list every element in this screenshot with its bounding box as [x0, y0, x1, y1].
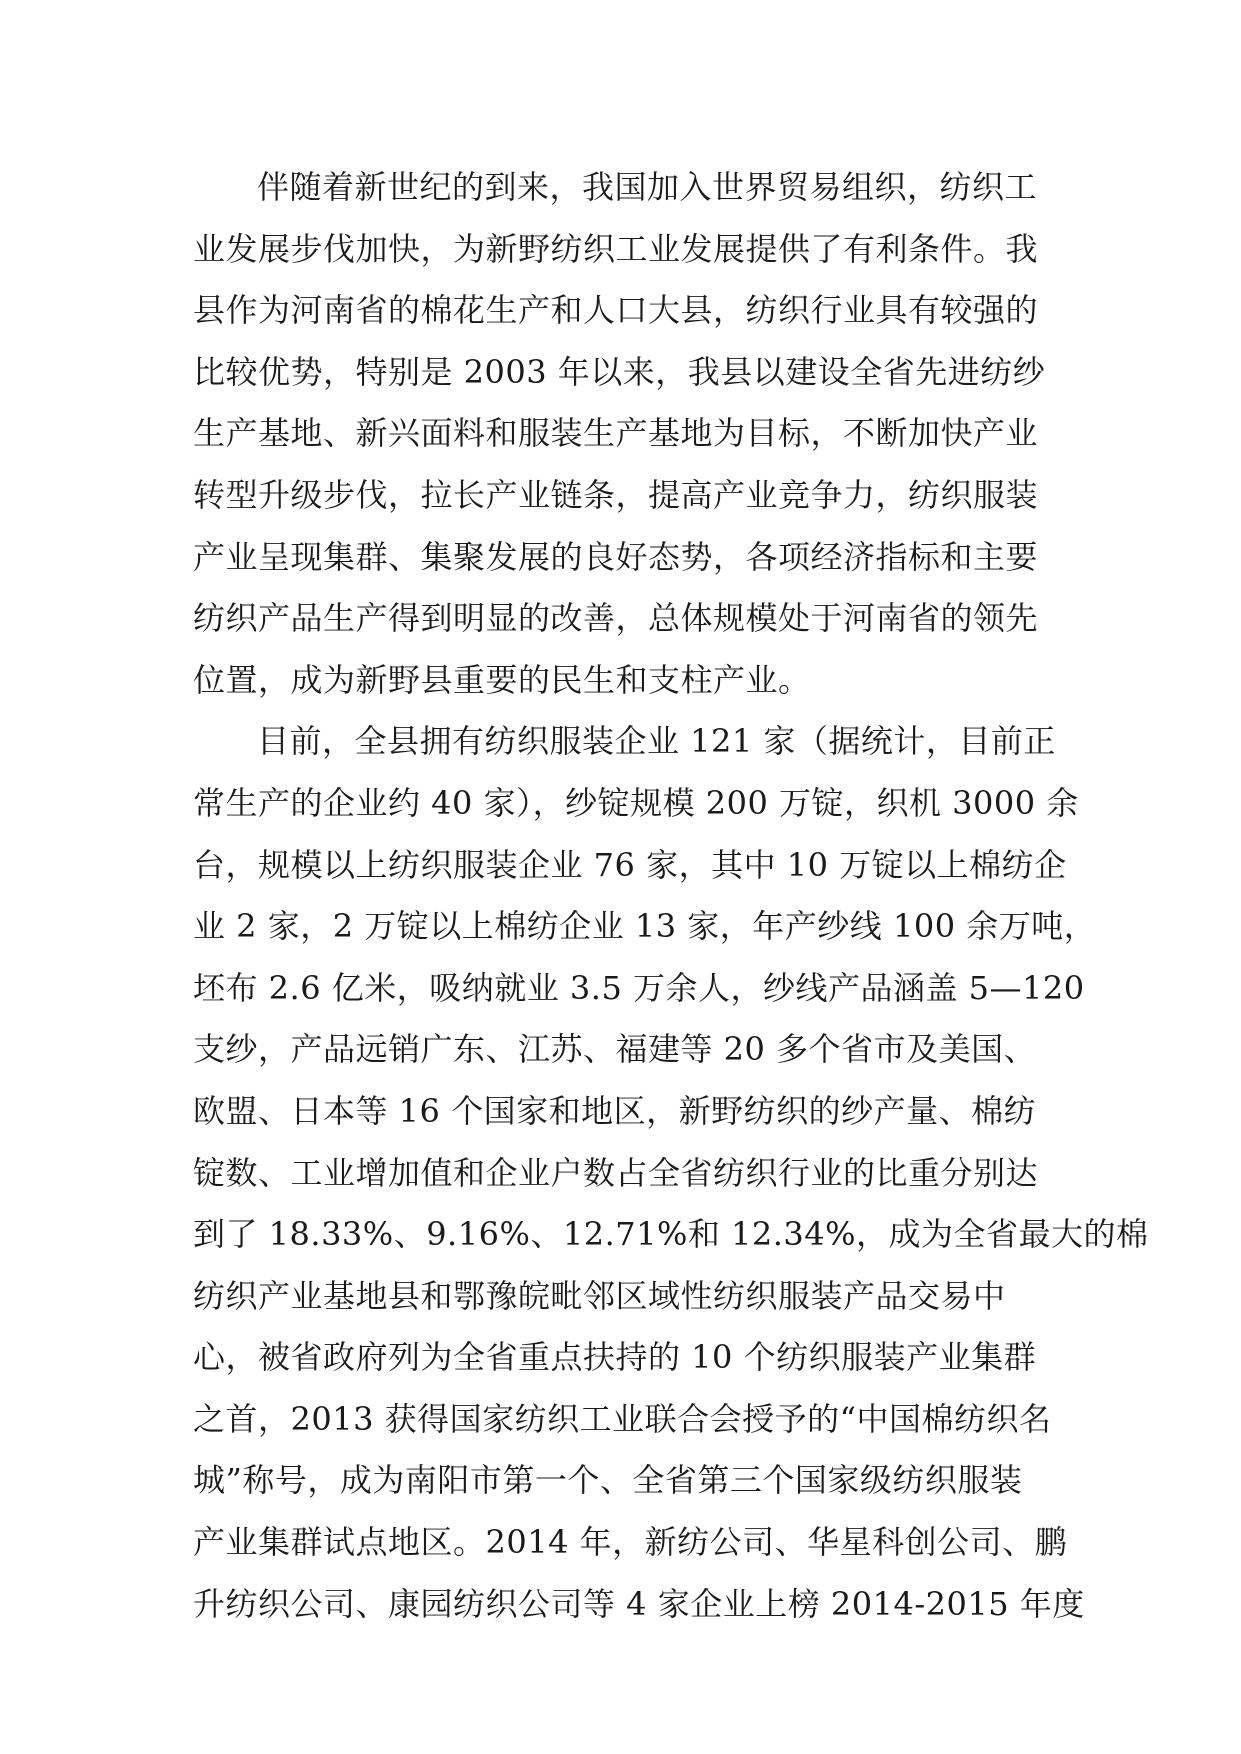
paragraph-2-line-8: 锭数、工业增加值和企业户数占全省纺织行业的比重分别达: [193, 1153, 1039, 1192]
paragraph-2-line-10: 纺织产业基地县和鄂豫皖毗邻区域性纺织服装产品交易中: [193, 1276, 1006, 1315]
paragraph-2-line-1: 目前，全县拥有纺织服装企业 121 家（据统计，目前正: [257, 722, 1056, 761]
paragraph-2-line-2: 常生产的企业约 40 家），纱锭规模 200 万锭，织机 3000 余: [193, 783, 1079, 822]
paragraph-1-line-8: 纺织产品生产得到明显的改善，总体规模处于河南省的领先: [193, 599, 1039, 638]
paragraph-1-line-7: 产业呈现集群、集聚发展的良好态势，各项经济指标和主要: [193, 537, 1039, 576]
paragraph-2-line-9: 到了 18.33%、9.16%、12.71%和 12.34%，成为全省最大的棉: [193, 1215, 1149, 1254]
paragraph-2-line-12: 之首，2013 获得国家纺织工业联合会授予的“中国棉纺织名: [193, 1399, 1052, 1438]
paragraph-2-line-4: 业 2 家，2 万锭以上棉纺企业 13 家，年产纱线 100 余万吨，: [193, 907, 1097, 946]
paragraph-1-line-3: 县作为河南省的棉花生产和人口大县，纺织行业具有较强的: [193, 291, 1039, 330]
paragraph-1-line-4: 比较优势，特别是 2003 年以来，我县以建设全省先进纺纱: [193, 352, 1046, 391]
paragraph-2-line-7: 欧盟、日本等 16 个国家和地区，新野纺织的纱产量、棉纺: [193, 1091, 1037, 1130]
paragraph-1-line-5: 生产基地、新兴面料和服装生产基地为目标，不断加快产业: [193, 414, 1039, 453]
paragraph-2-line-3: 台，规模以上纺织服装企业 76 家，其中 10 万锭以上棉纺企: [193, 845, 1067, 884]
paragraph-2-line-11: 心，被省政府列为全省重点扶持的 10 个纺织服装产业集群: [193, 1338, 1037, 1377]
paragraph-2-line-14: 产业集群试点地区。2014 年，新纺公司、华星科创公司、鹏: [193, 1523, 1068, 1562]
paragraph-1-line-2: 业发展步伐加快，为新野纺织工业发展提供了有利条件。我: [193, 229, 1039, 268]
paragraph-1-line-9: 位置，成为新野县重要的民生和支柱产业。: [193, 660, 811, 699]
paragraph-2-line-13: 城”称号，成为南阳市第一个、全省第三个国家级纺织服装: [193, 1461, 1023, 1500]
paragraph-1-line-6: 转型升级步伐，拉长产业链条，提高产业竞争力，纺织服装: [193, 475, 1039, 514]
body-text: [193, 157, 1149, 1635]
paragraph-1-line-1: 伴随着新世纪的到来，我国加入世界贸易组织，纺织工: [257, 168, 1038, 206]
paragraph-2-line-6: 支纱，产品远销广东、江苏、福建等 20 多个省市及美国、: [193, 1030, 1037, 1069]
paragraph-2-line-15: 升纺织公司、康园纺织公司等 4 家企业上榜 2014-2015 年度: [193, 1584, 1085, 1623]
paragraph-2-line-5: 坯布 2.6 亿米，吸纳就业 3.5 万余人，纱线产品涵盖 5—120: [193, 968, 1085, 1007]
